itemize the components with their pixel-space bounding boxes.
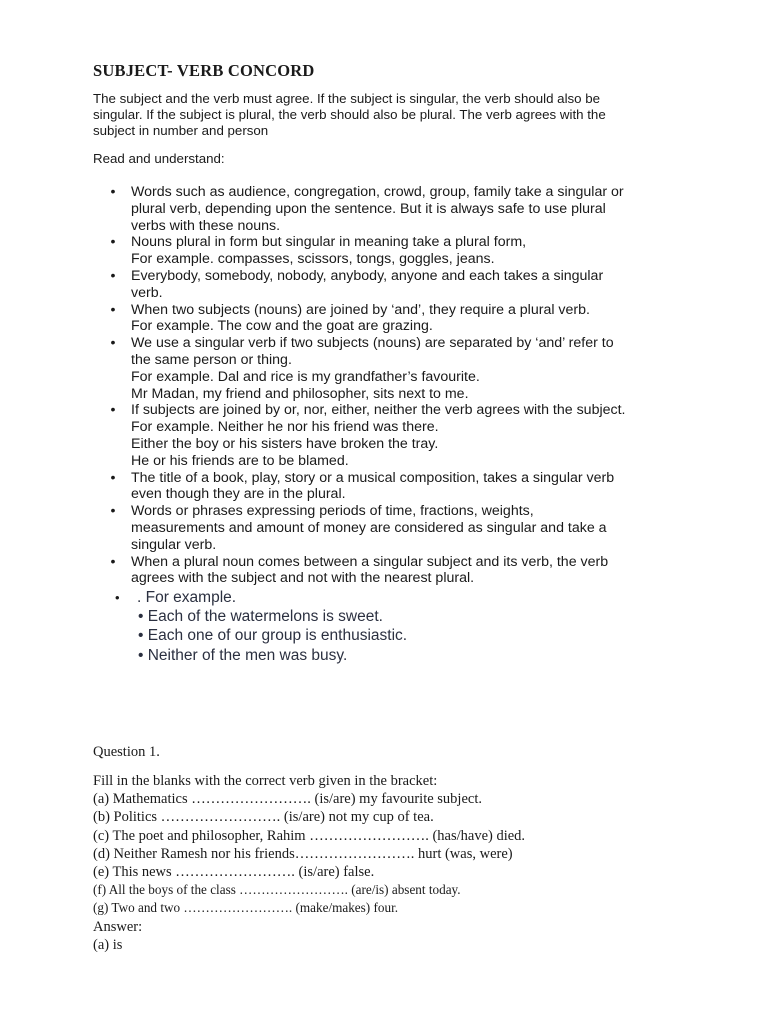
rule-line: For example. Dal and rice is my grandfather’s favourite.: [131, 368, 480, 385]
intro-paragraph: [93, 91, 683, 139]
rule-line: measurements and amount of money are considered as singular and take a: [131, 519, 607, 536]
rule-item: [108, 335, 688, 402]
rule-line: If subjects are joined by or, nor, either, neither the verb agrees with the subject.: [131, 402, 626, 419]
question-item: (a) Mathematics ……………………. (is/are) my favourite subject.: [93, 791, 482, 808]
rule-line: Everybody, somebody, nobody, anybody, anyone and each takes a singular: [131, 267, 604, 284]
example-item: • Each of the watermelons is sweet.: [138, 608, 383, 626]
examples-intro: [115, 588, 635, 607]
intro-line: singular. If the subject is plural, the verb should also be plural. The verb agrees with the: [93, 107, 606, 122]
bullet-icon: •: [110, 335, 116, 352]
page-title: SUBJECT- VERB CONCORD: [93, 61, 315, 80]
bullet-icon: •: [110, 267, 116, 284]
answer-item: (a) is: [93, 936, 123, 953]
bullet-icon: •: [110, 184, 116, 200]
rule-line: When a plural noun comes between a singular subject and its verb, the verb: [131, 553, 609, 570]
rule-line: For example. Neither he nor his friend was there.: [131, 419, 439, 436]
rule-line: When two subjects (nouns) are joined by ‘and’, they require a plural verb.: [131, 301, 590, 318]
bullet-icon: •: [115, 590, 120, 605]
rule-item: [108, 268, 688, 302]
examples-block: [115, 588, 635, 665]
rule-line: even though they are in the plural.: [131, 486, 346, 503]
rules-list: [108, 184, 688, 587]
rule-item: [108, 184, 688, 234]
rule-line: Either the boy or his sisters have broken the tray.: [131, 435, 439, 452]
question-item: (d) Neither Ramesh nor his friends……………………. hurt (was, were): [93, 845, 513, 862]
rule-line: Mr Madan, my friend and philosopher, sits next to me.: [131, 385, 469, 402]
rule-line: He or his friends are to be blamed.: [131, 452, 349, 469]
rule-item: [108, 503, 688, 553]
rule-line: The title of a book, play, story or a musical composition, takes a singular verb: [131, 469, 615, 486]
rule-line: For example. The cow and the goat are grazing.: [131, 318, 433, 335]
question-item: (g) Two and two ……………………. (make/makes) four.: [93, 900, 399, 916]
question-instruction: Fill in the blanks with the correct verb given in the bracket:: [93, 773, 438, 789]
question-heading: Question 1.: [93, 744, 160, 760]
rule-line: the same person or thing.: [131, 351, 292, 368]
bullet-icon: •: [110, 301, 116, 318]
rule-line: singular verb.: [131, 536, 217, 553]
intro-line: subject in number and person: [93, 123, 269, 138]
question-item: (b) Politics ……………………. (is/are) not my cup of tea.: [93, 809, 434, 826]
rule-item: [108, 470, 688, 504]
rule-line: verbs with these nouns.: [131, 217, 281, 234]
rule-line: agrees with the subject and not with the nearest plural.: [131, 570, 475, 587]
answer-label: Answer:: [93, 918, 143, 935]
question-item: (e) This news ……………………. (is/are) false.: [93, 864, 375, 881]
rule-item: [108, 302, 688, 336]
question-item: (f) All the boys of the class ……………………. (are/is) absent today.: [93, 882, 461, 898]
rule-line: Words or phrases expressing periods of time, fractions, weights,: [131, 503, 534, 520]
bullet-icon: •: [110, 469, 116, 486]
rule-line: Words such as audience, congregation, crowd, group, family take a singular or: [131, 184, 624, 200]
rule-line: plural verb, depending upon the sentence. But it is always safe to use plural: [131, 200, 606, 217]
rule-line: verb.: [131, 284, 163, 301]
rule-item: [108, 402, 688, 469]
intro-line: The subject and the verb must agree. If the subject is singular, the verb should also be: [93, 91, 601, 106]
example-item: • Neither of the men was busy.: [138, 646, 348, 664]
bullet-icon: •: [110, 402, 116, 419]
bullet-icon: •: [110, 234, 116, 251]
bullet-icon: •: [110, 553, 116, 570]
bullet-icon: •: [110, 503, 116, 520]
rule-line: Nouns plural in form but singular in meaning take a plural form,: [131, 234, 527, 251]
rule-line: For example. compasses, scissors, tongs, goggles, jeans.: [131, 251, 495, 268]
rule-line: We use a singular verb if two subjects (nouns) are separated by ‘and’ refer to: [131, 335, 614, 352]
read-label: Read and understand:: [93, 151, 225, 166]
rule-item: [108, 234, 688, 268]
question-block: [93, 772, 693, 954]
question-item: (c) The poet and philosopher, Rahim ……………………. (has/have) died.: [93, 827, 526, 844]
rule-item: [108, 554, 688, 588]
examples-label: . For example.: [137, 589, 237, 606]
example-item: • Each one of our group is enthusiastic.: [138, 627, 408, 645]
